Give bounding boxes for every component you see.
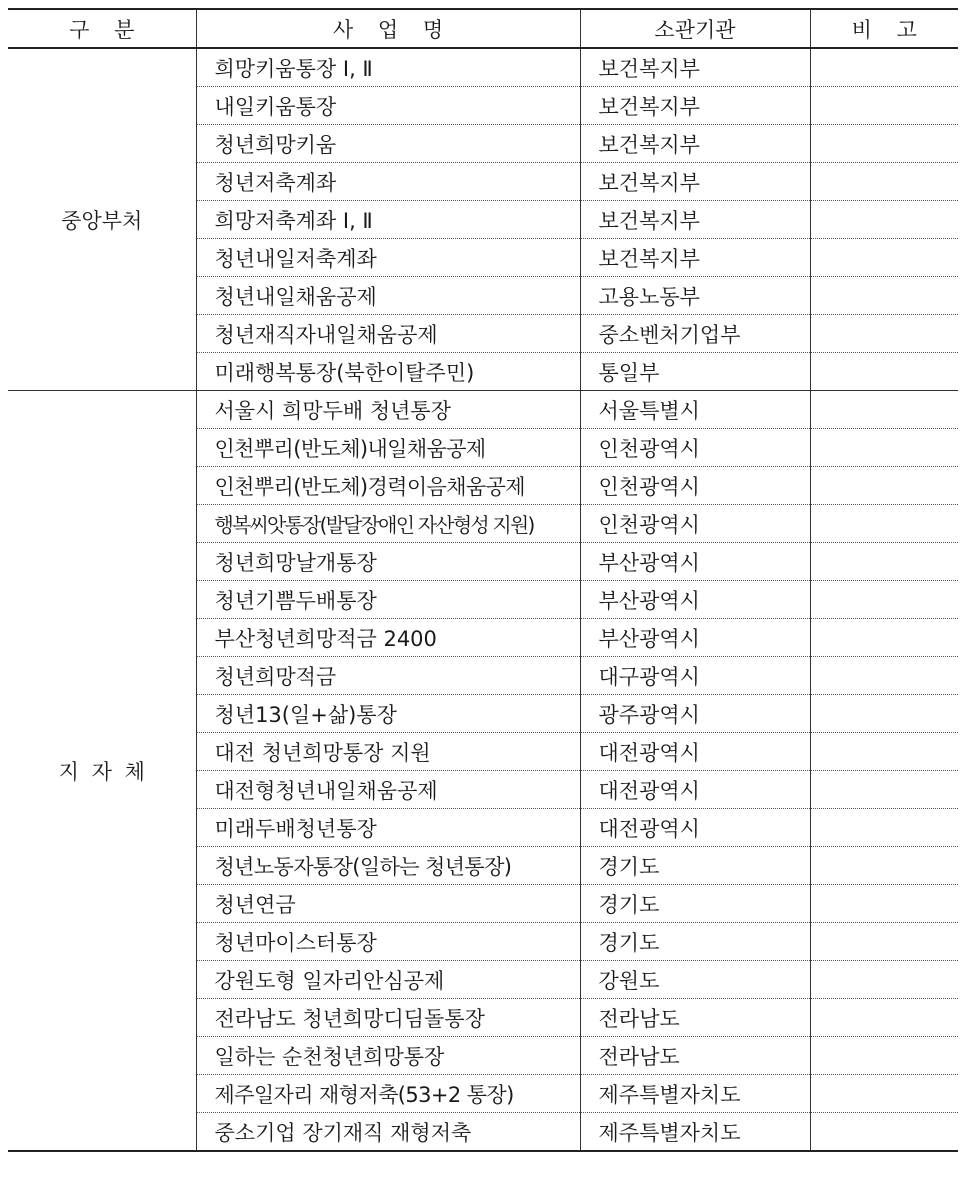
program-name: 청년재직자내일채움공제 [196, 315, 580, 353]
note-cell [810, 619, 958, 657]
note-cell [810, 885, 958, 923]
program-name: 미래행복통장(북한이탈주민) [196, 353, 580, 391]
agency-name: 보건복지부 [580, 201, 810, 239]
agency-name: 인천광역시 [580, 467, 810, 505]
agency-name: 보건복지부 [580, 48, 810, 87]
note-cell [810, 163, 958, 201]
note-cell [810, 847, 958, 885]
table-header-row [8, 9, 958, 48]
agency-name: 부산광역시 [580, 543, 810, 581]
header-agency: 소관기관 [580, 9, 810, 48]
program-name: 청년마이스터통장 [196, 923, 580, 961]
note-cell [810, 391, 958, 429]
agency-name: 중소벤처기업부 [580, 315, 810, 353]
note-cell [810, 1113, 958, 1152]
note-cell [810, 201, 958, 239]
program-name: 희망키움통장 Ⅰ, Ⅱ [196, 48, 580, 87]
program-name: 청년연금 [196, 885, 580, 923]
program-name: 전라남도 청년희망디딤돌통장 [196, 999, 580, 1037]
agency-name: 제주특별자치도 [580, 1113, 810, 1152]
agency-name: 제주특별자치도 [580, 1075, 810, 1113]
program-name: 내일키움통장 [196, 87, 580, 125]
program-name: 청년기쁨두배통장 [196, 581, 580, 619]
table-row [8, 391, 958, 429]
table-row [8, 48, 958, 87]
group-label-central: 중앙부처 [8, 48, 196, 391]
note-cell [810, 581, 958, 619]
program-name: 인천뿌리(반도체)경력이음채움공제 [196, 467, 580, 505]
agency-name: 경기도 [580, 923, 810, 961]
note-cell [810, 961, 958, 999]
program-name: 인천뿌리(반도체)내일채움공제 [196, 429, 580, 467]
note-cell [810, 1037, 958, 1075]
agency-name: 전라남도 [580, 999, 810, 1037]
agency-name: 대전광역시 [580, 733, 810, 771]
agency-name: 서울특별시 [580, 391, 810, 429]
agency-name: 대구광역시 [580, 657, 810, 695]
program-name: 청년13(일+삶)통장 [196, 695, 580, 733]
note-cell [810, 353, 958, 391]
note-cell [810, 505, 958, 543]
note-cell [810, 315, 958, 353]
program-name: 희망저축계좌 Ⅰ, Ⅱ [196, 201, 580, 239]
note-cell [810, 429, 958, 467]
note-cell [810, 125, 958, 163]
agency-name: 통일부 [580, 353, 810, 391]
agency-name: 보건복지부 [580, 163, 810, 201]
program-name: 일하는 순천청년희망통장 [196, 1037, 580, 1075]
agency-name: 보건복지부 [580, 87, 810, 125]
program-name: 부산청년희망적금 2400 [196, 619, 580, 657]
note-cell [810, 467, 958, 505]
agency-name: 경기도 [580, 885, 810, 923]
agency-name: 부산광역시 [580, 581, 810, 619]
agency-name: 부산광역시 [580, 619, 810, 657]
agency-name: 대전광역시 [580, 771, 810, 809]
program-name: 대전형청년내일채움공제 [196, 771, 580, 809]
note-cell [810, 809, 958, 847]
program-name: 서울시 희망두배 청년통장 [196, 391, 580, 429]
agency-name: 경기도 [580, 847, 810, 885]
note-cell [810, 87, 958, 125]
program-name: 중소기업 장기재직 재형저축 [196, 1113, 580, 1152]
agency-name: 전라남도 [580, 1037, 810, 1075]
note-cell [810, 543, 958, 581]
note-cell [810, 923, 958, 961]
note-cell [810, 657, 958, 695]
note-cell [810, 48, 958, 87]
agency-name: 광주광역시 [580, 695, 810, 733]
agency-name: 보건복지부 [580, 239, 810, 277]
program-name: 청년희망키움 [196, 125, 580, 163]
program-name: 청년내일채움공제 [196, 277, 580, 315]
agency-name: 인천광역시 [580, 505, 810, 543]
agency-name: 인천광역시 [580, 429, 810, 467]
program-name: 대전 청년희망통장 지원 [196, 733, 580, 771]
agency-name: 보건복지부 [580, 125, 810, 163]
program-name: 제주일자리 재형저축(53+2 통장) [196, 1075, 580, 1113]
program-name: 청년저축계좌 [196, 163, 580, 201]
agency-name: 강원도 [580, 961, 810, 999]
note-cell [810, 999, 958, 1037]
program-table [8, 8, 958, 1152]
header-category: 구 분 [8, 9, 196, 48]
program-name: 청년노동자통장(일하는 청년통장) [196, 847, 580, 885]
group-label-local: 지 자 체 [8, 391, 196, 1152]
note-cell [810, 733, 958, 771]
note-cell [810, 239, 958, 277]
program-name: 청년내일저축계좌 [196, 239, 580, 277]
program-name: 청년희망날개통장 [196, 543, 580, 581]
header-note: 비 고 [810, 9, 958, 48]
header-program: 사 업 명 [196, 9, 580, 48]
note-cell [810, 771, 958, 809]
agency-name: 고용노동부 [580, 277, 810, 315]
program-name: 강원도형 일자리안심공제 [196, 961, 580, 999]
program-name: 미래두배청년통장 [196, 809, 580, 847]
note-cell [810, 1075, 958, 1113]
program-name: 청년희망적금 [196, 657, 580, 695]
note-cell [810, 695, 958, 733]
program-name: 행복씨앗통장(발달장애인 자산형성 지원) [196, 505, 580, 543]
note-cell [810, 277, 958, 315]
agency-name: 대전광역시 [580, 809, 810, 847]
